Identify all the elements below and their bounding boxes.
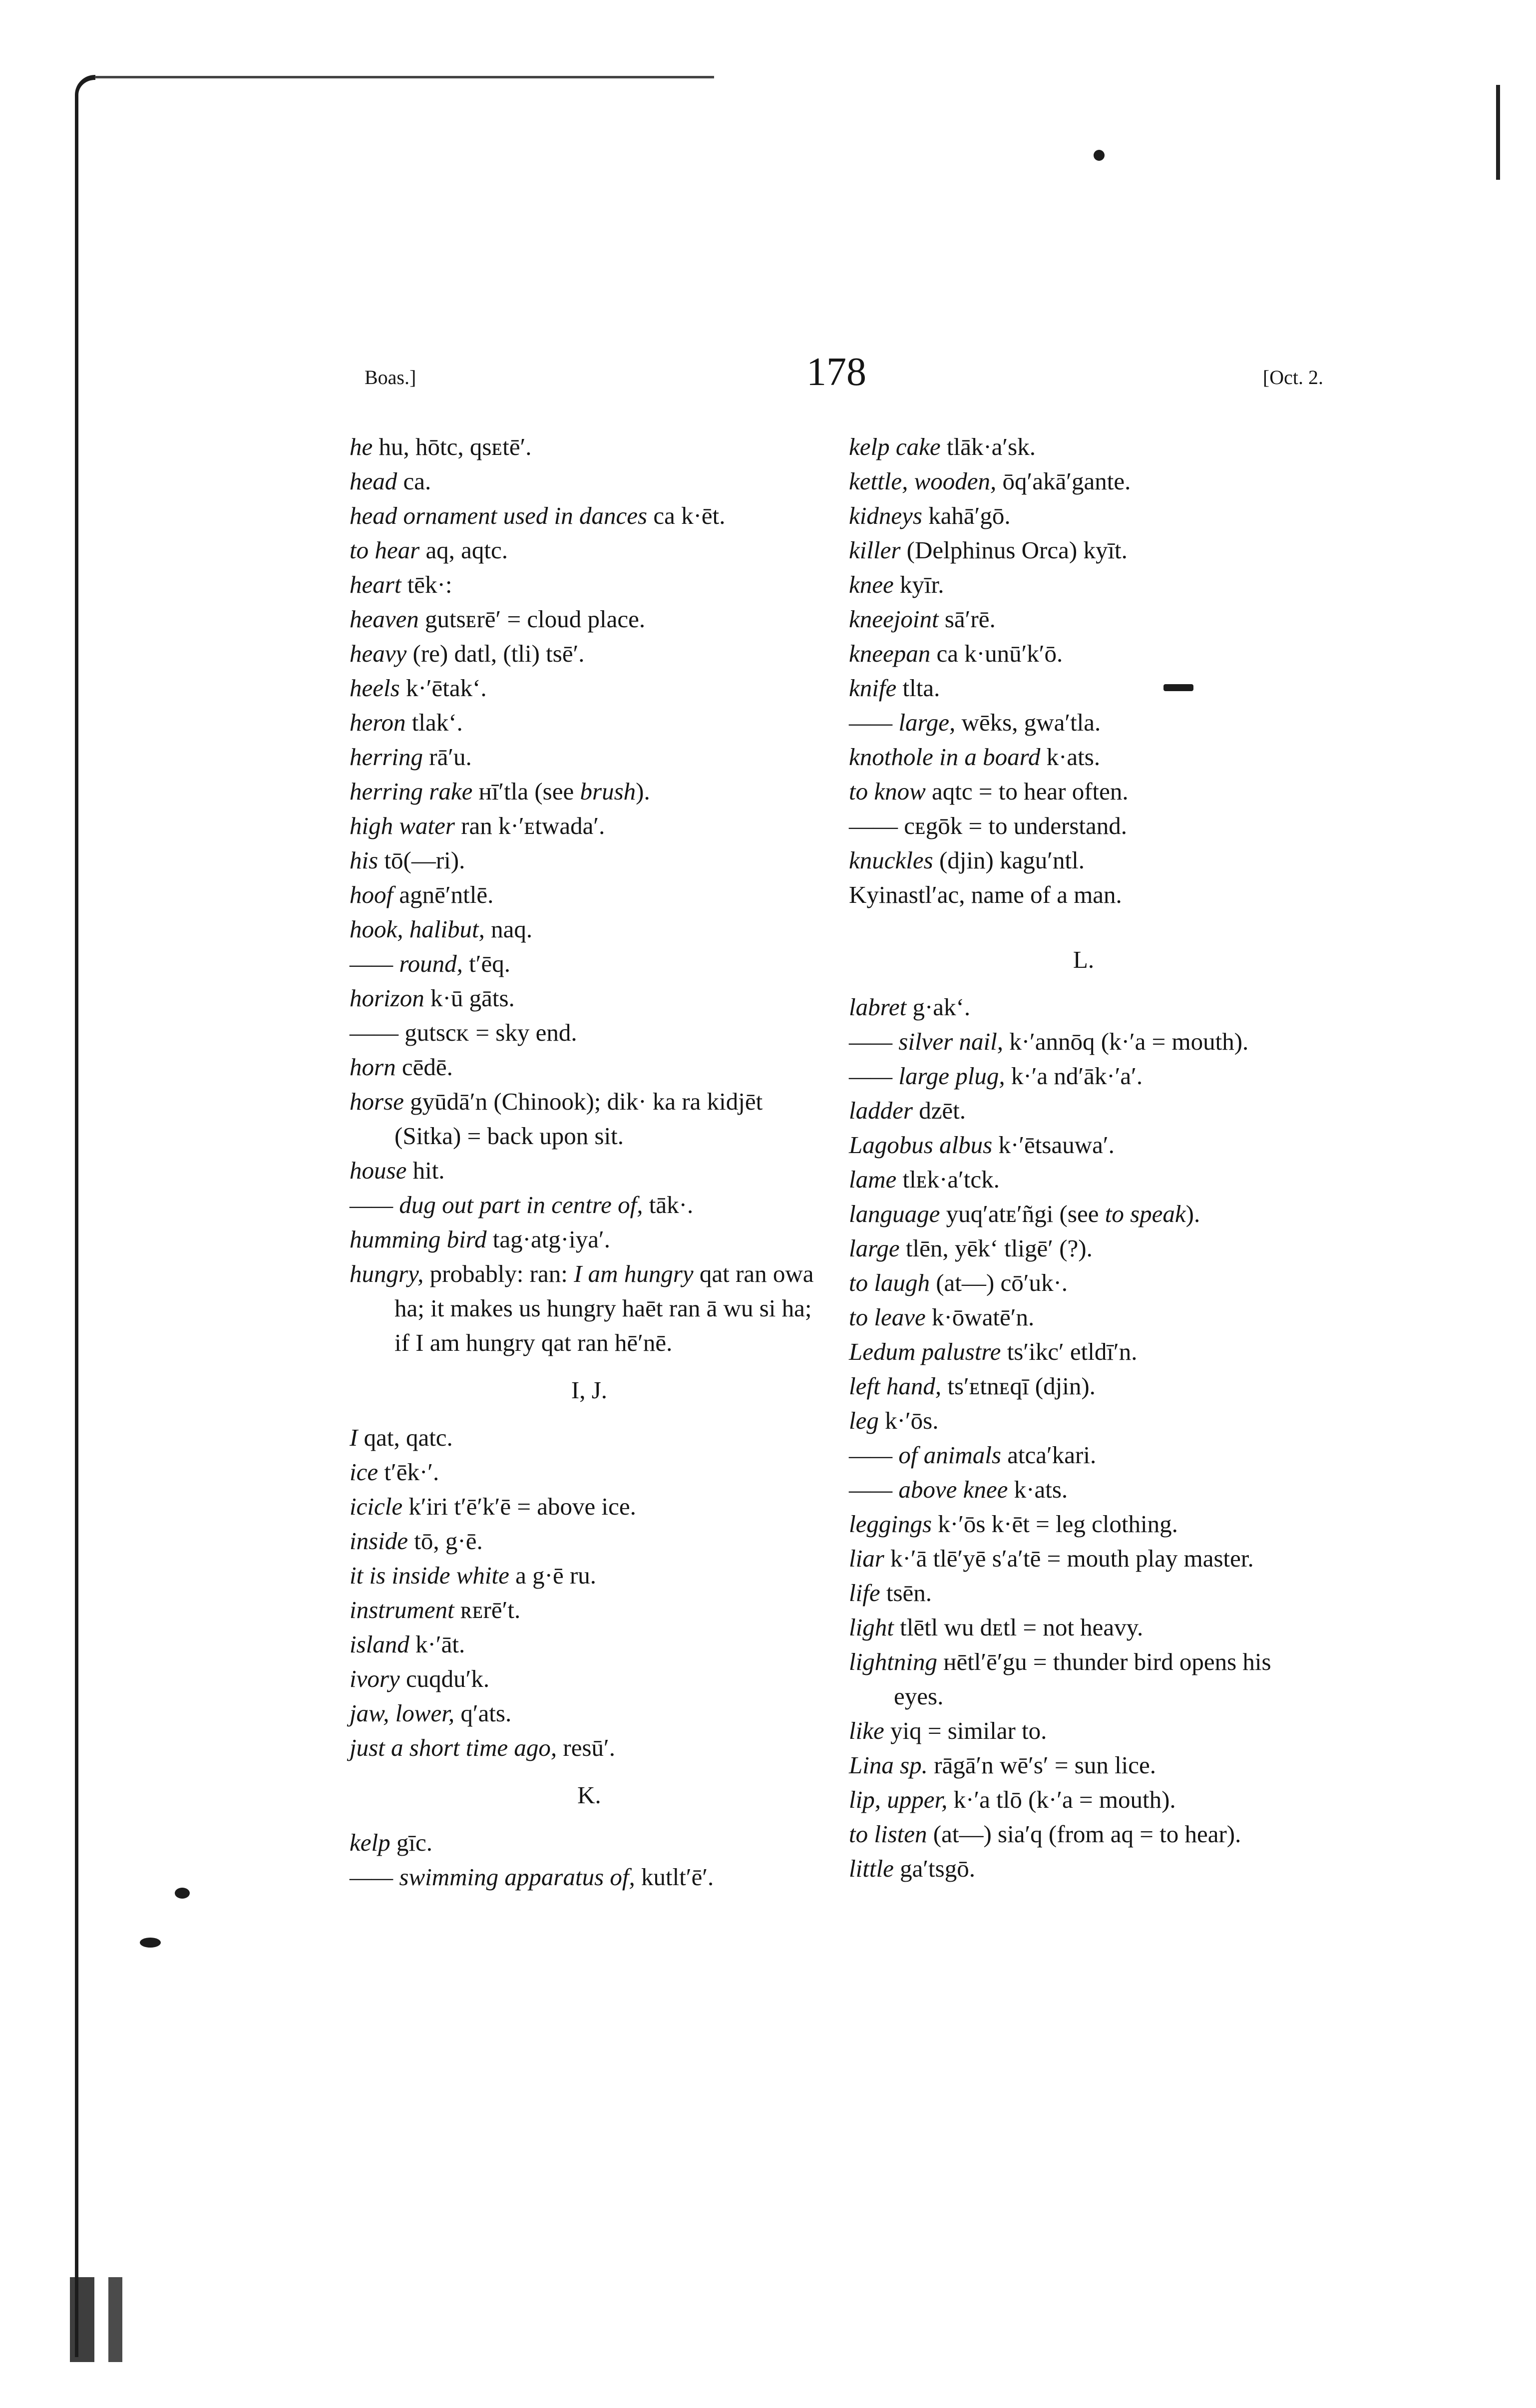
page-header [350,350,1323,409]
header-author: Boas.] [365,366,416,389]
entry-definition: (re) datl, (tli) tsē′. [406,640,585,667]
entry-headword: high water [350,812,455,839]
entry-definition: —— gutscᴋ = sky end. [350,1019,577,1046]
entry-definition: rāgā′n wē′s′ = sun lice. [927,1751,1156,1779]
dictionary-entry [849,1093,1318,1128]
dictionary-entry [350,1188,829,1222]
entry-definition: (Delphinus Orca) kyīt. [900,536,1128,564]
dictionary-entry [350,774,829,808]
entry-definition: naq. [484,915,533,943]
dictionary-entry [849,464,1318,498]
entry-headword: lip, upper, [849,1786,948,1813]
dictionary-entry [849,1334,1318,1369]
dictionary-entry [849,877,1318,912]
entry-definition: k·′ā tlē′yē s′a′tē = mouth play master. [884,1545,1254,1572]
entry-definition: resū′. [557,1734,616,1761]
dictionary-entry [849,636,1318,671]
section-heading-l: L. [1073,946,1095,973]
entry-headword: language [849,1200,940,1227]
entry-definition: k·′āt. [409,1630,465,1658]
dictionary-entry [350,1489,829,1524]
entry-definition: ran k·′ᴇtwada′. [454,812,605,839]
entry-definition: tlētl wu dᴇtl = not heavy. [893,1613,1144,1641]
entry-headword: head ornament used in dances [350,502,648,529]
entry-headword: killer [849,536,901,564]
entry-definition: t′ēk·′. [378,1458,439,1486]
entry-definition: atca′kari. [1001,1441,1097,1469]
entry-definition: (at—) cō′uk·. [929,1269,1068,1296]
entry-headword: lame [849,1166,897,1193]
dictionary-entry [350,808,829,843]
entry-definition: k·′a tlō (k·′a = mouth). [947,1786,1176,1813]
dictionary-entry [350,533,829,567]
dictionary-entry [350,1593,829,1627]
entry-tail: ). [636,778,650,805]
entry-definition: wēks, gwa′tla. [955,709,1101,736]
speck [1094,150,1105,161]
entry-headword: it is inside white [350,1562,509,1589]
dictionary-entry [849,498,1318,533]
entry-definition: tlᴇk·a′tck. [896,1166,1000,1193]
entry-headword: icicle [350,1493,403,1520]
dictionary-entry [350,981,829,1015]
entry-headword: life [849,1579,880,1606]
entry-definition: k·′annōq (k·′a = mouth). [1003,1028,1249,1055]
speck [140,1938,161,1948]
entry-definition: tō, g·ē. [408,1527,483,1555]
dictionary-entry [849,1369,1318,1403]
entry-headword: heels [350,674,400,702]
entry-definition: ts′ikc′ etldī′n. [1001,1338,1138,1365]
entry-headword: —— above knee [849,1476,1008,1503]
entry-definition: k·′a nd′āk·′a′. [1005,1062,1143,1090]
section-heading-k: K. [577,1781,601,1809]
entry-definition: ts′ᴇtnᴇqī (djin). [941,1372,1096,1400]
scan-border-left [75,75,95,2357]
dictionary-entry [849,1300,1318,1334]
section-heading-ij: I, J. [571,1376,608,1404]
dictionary-entry [350,1420,829,1455]
entry-headword: inside [350,1527,408,1555]
dictionary-entry [350,1524,829,1558]
dictionary-entry [849,1197,1318,1231]
entry-definition: ca. [397,467,431,495]
entry-definition: probably: ran: [423,1260,574,1287]
dictionary-entry [849,1438,1318,1472]
entry-headword: —— swimming apparatus of, [350,1863,635,1891]
dictionary-entry [350,705,829,740]
dictionary-entry [849,567,1318,602]
entry-definition: tsēn. [880,1579,932,1606]
entry-headword: left hand, [849,1372,942,1400]
entry-definition: Kyinastl′ac, name of a man. [849,881,1122,908]
entry-definition: gyūdā′n (Chinook); dik· ka ra kidjēt (Sitka) = back upon sit. [394,1088,763,1150]
entry-headword: light [849,1613,894,1641]
dictionary-entry [350,636,829,671]
entry-definition: ca k·unū′k′ō. [930,640,1063,667]
dictionary-entry [849,1265,1318,1300]
dictionary-entry [350,567,829,602]
entry-definition: ʜētl′ē′gu = thunder bird opens his eyes. [894,1648,1271,1710]
entry-definition: agnē′ntlē. [393,881,494,908]
dictionary-entry [350,671,829,705]
entry-definition: hit. [406,1157,445,1184]
entry-headword: island [350,1630,409,1658]
entry-headword: ivory [350,1665,400,1692]
dictionary-entry [849,1713,1318,1748]
entry-definition: rā′u. [423,743,472,771]
entry-definition: kahā′gō. [922,502,1011,529]
entry-tail: qat ran owa ha; it makes us hungry haēt ran ā wu si ha; if I am hungry qat ran hē′nē. [394,1260,814,1356]
entry-definition: k·ats. [1040,743,1101,771]
dictionary-entry [849,1128,1318,1162]
entry-headword: his [350,846,379,874]
entry-definition: ʜī′tla (see [472,778,580,805]
entry-headword: labret [849,993,907,1021]
entry-headword: kneejoint [849,605,939,633]
dictionary-entry [849,602,1318,636]
entry-headword: heron [350,709,406,736]
entry-headword: —— large plug, [849,1062,1005,1090]
entry-headword: hungry, [350,1260,424,1287]
entry-headword: to listen [849,1820,927,1848]
right-column [849,429,1318,1886]
entry-headword: little [849,1855,894,1882]
entry-headword: to hear [350,536,420,564]
dictionary-entry [350,1153,829,1188]
entry-headword: kelp cake [849,433,941,460]
entry-headword: humming bird [350,1225,487,1253]
entry-headword: horse [350,1088,404,1115]
page-number: 178 [806,350,866,394]
dictionary-entry [350,1455,829,1489]
scan-mark-right [1496,85,1500,180]
entry-headword: kettle, wooden, [849,467,997,495]
entry-definition: dzēt. [912,1097,966,1124]
entry-headword: —— silver nail, [849,1028,1003,1055]
dictionary-entry [849,1541,1318,1576]
entry-definition: tag·atg·iya′. [486,1225,610,1253]
dictionary-entry [849,1782,1318,1817]
entry-headword: lightning [849,1648,937,1675]
entry-crossref: brush [580,778,636,805]
entry-headword: —— large, [849,709,956,736]
entry-definition: (at—) sia′q (from aq = to hear). [927,1820,1241,1848]
entry-headword: instrument [350,1596,454,1623]
entry-headword: liar [849,1545,884,1572]
entry-headword: ladder [849,1097,913,1124]
entry-headword: large [849,1234,900,1262]
entry-headword: kidneys [849,502,922,529]
dictionary-entry [849,1403,1318,1438]
dictionary-entry [350,1558,829,1593]
entry-headword: to laugh [849,1269,930,1296]
entry-definition: —— cᴇgōk = to understand. [849,812,1128,839]
entry-headword: herring [350,743,423,771]
scan-smudge-bottom [70,2277,140,2362]
entry-definition: qat, qatc. [358,1424,453,1451]
entry-headword: like [849,1717,884,1744]
dictionary-entry [350,602,829,636]
entry-headword: just a short time ago, [350,1734,557,1761]
entry-headword: —— dug out part in centre of, [350,1191,643,1218]
entry-definition: yuq′atᴇ′ñgi (see [940,1200,1105,1227]
dictionary-entry [849,990,1318,1024]
entry-definition: tlak‘. [405,709,463,736]
entry-headword: heart [350,571,401,598]
entry-definition: k·′ōs k·ēt = leg clothing. [932,1510,1178,1538]
entry-definition: q′ats. [454,1699,512,1727]
dictionary-entry [350,1825,829,1860]
dictionary-entry [849,1024,1318,1059]
entry-headword: house [350,1157,407,1184]
dictionary-entry [849,1817,1318,1851]
entry-definition: k′iri t′ē′k′ē = above ice. [402,1493,636,1520]
entry-headword: leggings [849,1510,932,1538]
entry-definition: tlēn, yēk‘ tligē′ (?). [899,1234,1093,1262]
entry-headword: knife [849,674,897,702]
entry-definition: kyīr. [893,571,944,598]
entry-headword: knee [849,571,894,598]
dictionary-entry [849,671,1318,705]
entry-definition: tēk·: [401,571,452,598]
entry-definition: a g·ē ru. [509,1562,597,1589]
dictionary-entry [849,740,1318,774]
entry-headword: heavy [350,640,407,667]
entry-definition: aq, aqtc. [419,536,508,564]
entry-headword: —— round, [350,950,463,977]
dictionary-entry [350,498,829,533]
entry-crossref: I am hungry [574,1260,694,1287]
dictionary-entry [350,1084,829,1153]
dictionary-entry [350,1730,829,1765]
entry-headword: heaven [350,605,419,633]
entry-headword: to leave [849,1303,926,1331]
entry-definition: tāk·. [643,1191,694,1218]
dictionary-entry [350,1860,829,1894]
entry-headword: head [350,467,397,495]
dictionary-entry [350,1256,829,1360]
entry-definition: ōq′akā′gante. [996,467,1131,495]
entry-definition: k·ōwatē′n. [925,1303,1035,1331]
entry-definition: k·ū gāts. [424,984,515,1012]
entry-headword: ice [350,1458,379,1486]
entry-definition: ʀᴇrē′t. [454,1596,521,1623]
entry-definition: tlta. [896,674,940,702]
dictionary-entry [849,774,1318,808]
dictionary-entry [350,740,829,774]
entry-headword: horn [350,1053,396,1081]
entry-definition: k·′ētak‘. [399,674,487,702]
entry-definition: cēdē. [395,1053,453,1081]
dictionary-entry [849,1507,1318,1541]
dictionary-entry [849,1162,1318,1197]
dictionary-entry [849,1748,1318,1782]
entry-headword: Lina sp. [849,1751,928,1779]
dictionary-entry [849,705,1318,740]
dictionary-entry [350,1050,829,1084]
speck [175,1888,190,1899]
entry-headword: I [350,1424,358,1451]
entry-headword: Ledum palustre [849,1338,1001,1365]
dictionary-entry [849,1610,1318,1644]
entry-definition: kutlt′ē′. [635,1863,714,1891]
entry-definition: ga′tsgō. [893,1855,975,1882]
entry-headword: knothole in a board [849,743,1041,771]
dictionary-entry [849,1231,1318,1265]
dictionary-entry [849,808,1318,843]
entry-definition: tō(—ri). [378,846,465,874]
entry-headword: herring rake [350,778,473,805]
dictionary-entry [350,429,829,464]
dictionary-entry [350,1015,829,1050]
entry-headword: hoof [350,881,393,908]
entry-headword: knuckles [849,846,933,874]
entry-headword: horizon [350,984,424,1012]
entry-definition: tlāk·a′sk. [940,433,1036,460]
entry-crossref: to speak [1105,1200,1186,1227]
dictionary-entry [849,1644,1318,1713]
dictionary-entry [350,1222,829,1256]
dictionary-entry [350,912,829,946]
entry-headword: he [350,433,373,460]
entry-definition: k·′ētsauwa′. [992,1131,1115,1159]
dictionary-entry [849,429,1318,464]
dictionary-entry [849,1851,1318,1886]
dictionary-entry [350,1627,829,1661]
entry-headword: kelp [350,1829,390,1856]
entry-definition: cuqdu′k. [399,1665,490,1692]
scan-border-top [95,76,714,78]
entry-definition: ca k·ēt. [647,502,726,529]
entry-headword: leg [849,1407,879,1434]
header-date: [Oct. 2. [1262,366,1323,389]
dictionary-entry [849,843,1318,877]
entry-definition: sā′rē. [938,605,996,633]
dictionary-entry [849,1576,1318,1610]
entry-headword: —— of animals [849,1441,1001,1469]
dictionary-entry [849,533,1318,567]
entry-headword: Lagobus albus [849,1131,993,1159]
dictionary-entry [350,1696,829,1730]
dictionary-entry [849,1059,1318,1093]
entry-headword: hook, halibut, [350,915,485,943]
entry-definition: yiq = similar to. [884,1717,1047,1744]
entry-headword: kneepan [849,640,931,667]
entry-headword: jaw, lower, [350,1699,455,1727]
dictionary-entry [350,946,829,981]
entry-headword: to know [849,778,926,805]
entry-definition: aqtc = to hear often. [925,778,1129,805]
dictionary-entry [350,464,829,498]
entry-definition: (djin) kagu′ntl. [933,846,1085,874]
dictionary-entry [350,843,829,877]
dictionary-entry [350,877,829,912]
entry-definition: k·′ōs. [878,1407,939,1434]
entry-definition: hu, hōtc, qsᴇtē′. [373,433,532,460]
entry-tail: ). [1185,1200,1200,1227]
dictionary-entry [350,1661,829,1696]
entry-definition: k·ats. [1008,1476,1068,1503]
entry-definition: gutsᴇrē′ = cloud place. [418,605,646,633]
entry-definition: g·ak‘. [906,993,971,1021]
entry-definition: t′ēq. [462,950,510,977]
entry-definition: gīc. [390,1829,432,1856]
dictionary-entry [849,1472,1318,1507]
left-column [350,429,829,1894]
